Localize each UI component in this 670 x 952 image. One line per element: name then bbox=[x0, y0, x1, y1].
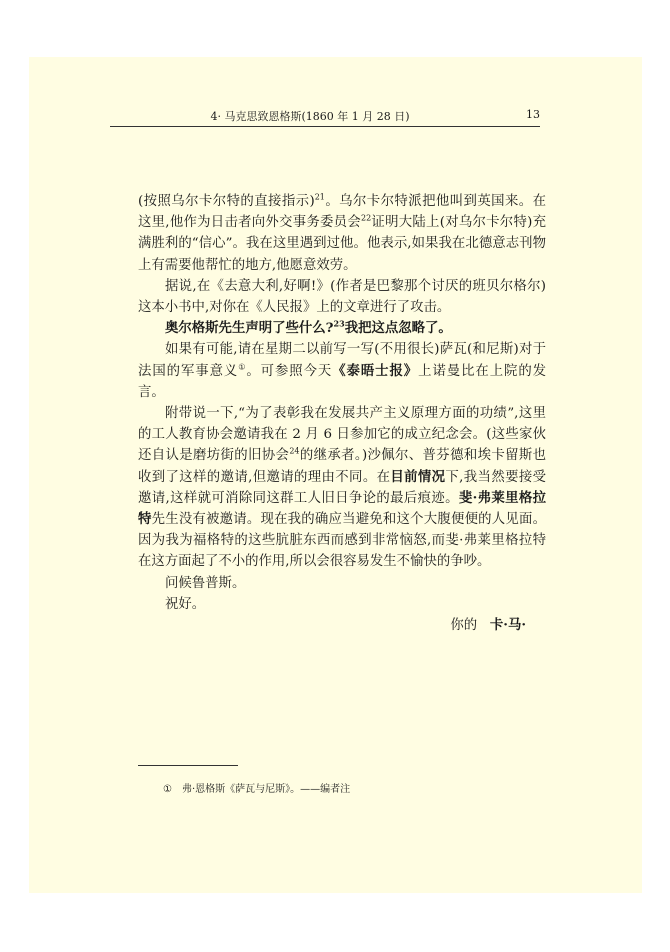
page-number: 13 bbox=[526, 108, 540, 121]
emphasis-text: 《泰晤士报》 bbox=[332, 362, 419, 379]
text-run: 。乌尔卡尔特派把他叫到英国来。在这里,他作为日击者向外交事务委员会 bbox=[138, 194, 547, 231]
text-run: (按照乌尔卡尔特的直接指示) bbox=[138, 194, 315, 209]
emphasis-text: 斐·弗莱里格拉特 bbox=[138, 489, 546, 528]
footnote-mark: ① bbox=[163, 784, 172, 795]
letter-body bbox=[138, 191, 546, 636]
text-run: 。可参照今天 bbox=[246, 363, 333, 379]
endnote-ref: 24 bbox=[289, 446, 300, 456]
footnote-text: 弗·恩格斯《萨瓦与尼斯》。——编者注 bbox=[181, 784, 351, 795]
footnote-divider bbox=[138, 765, 238, 766]
endnote-ref: 21 bbox=[314, 192, 325, 202]
footnote-ref: ① bbox=[238, 362, 247, 372]
text-run: 附带说一下,“为了表彰我在发展共产主义原理方面的功绩”,这里的工人教育协会邀请我在 2 月 6 日参加它的成立纪念会。(这些家伙还自认是磨坊街的旧协会 bbox=[138, 406, 546, 464]
header-title: 4· 马克思致恩格斯(1860 年 1 月 28 日) bbox=[210, 110, 410, 123]
signature: 卡·马· bbox=[489, 617, 526, 634]
text-run: 的继承者。)沙佩尔、普芬德和埃卡留斯也收到了这样的邀请,但邀请的理由不同。在 bbox=[138, 448, 546, 485]
greeting-line: 问候鲁普斯。 bbox=[165, 575, 246, 591]
text-run: 先生没有被邀请。现在我的确应当避免和这个大腹便便的人见面。因为我为福格特的这些肮脏东西而感到非常恼怒,而斐·弗莱里格拉特在这方面起了不小的作用,所以会很容易发生不愉快的争吵。 bbox=[138, 512, 546, 570]
text-run: 下,我当然要接受邀请,这样就可消除同这群工人旧日争论的最后痕迹。 bbox=[138, 469, 546, 506]
paragraph-2: 据说,在《去意大利,好啊!》(作者是巴黎那个讨厌的班贝尔格尔)这本小书中,对你在《人民报》上的文章进行了攻击。 bbox=[138, 278, 546, 316]
emphasis-text: 目前情况 bbox=[390, 468, 446, 485]
text-run: 如果有可能,请在星期二以前写一写(不用很长)萨瓦(和尼斯)对于法国的军事意义 bbox=[138, 342, 546, 379]
paragraph-3 bbox=[138, 318, 546, 339]
text-run: 奥尔格斯先生声明了些什么? bbox=[165, 320, 334, 337]
text-run: 证明大陆上(对乌尔卡尔特)充满胜利的“信心”。我在这里遇到过他。他表示,如果我在北德意志刊物上有需要他帮忙的地方,他愿意效劳。 bbox=[138, 215, 546, 273]
text-run: 上诺曼比在上院的发言。 bbox=[138, 363, 547, 400]
paragraph-4 bbox=[138, 339, 546, 403]
text-run: 我把这点忽略了。 bbox=[344, 320, 452, 337]
wish-line: 祝好。 bbox=[165, 596, 206, 612]
paragraph-5 bbox=[138, 403, 546, 573]
running-header bbox=[110, 106, 540, 127]
endnote-ref: 22 bbox=[360, 213, 372, 223]
signature-line bbox=[138, 615, 546, 636]
paragraph-1 bbox=[138, 191, 546, 276]
endnote-ref: 23 bbox=[333, 318, 345, 329]
footnote bbox=[163, 780, 350, 795]
yours-label: 你的 bbox=[450, 618, 478, 634]
